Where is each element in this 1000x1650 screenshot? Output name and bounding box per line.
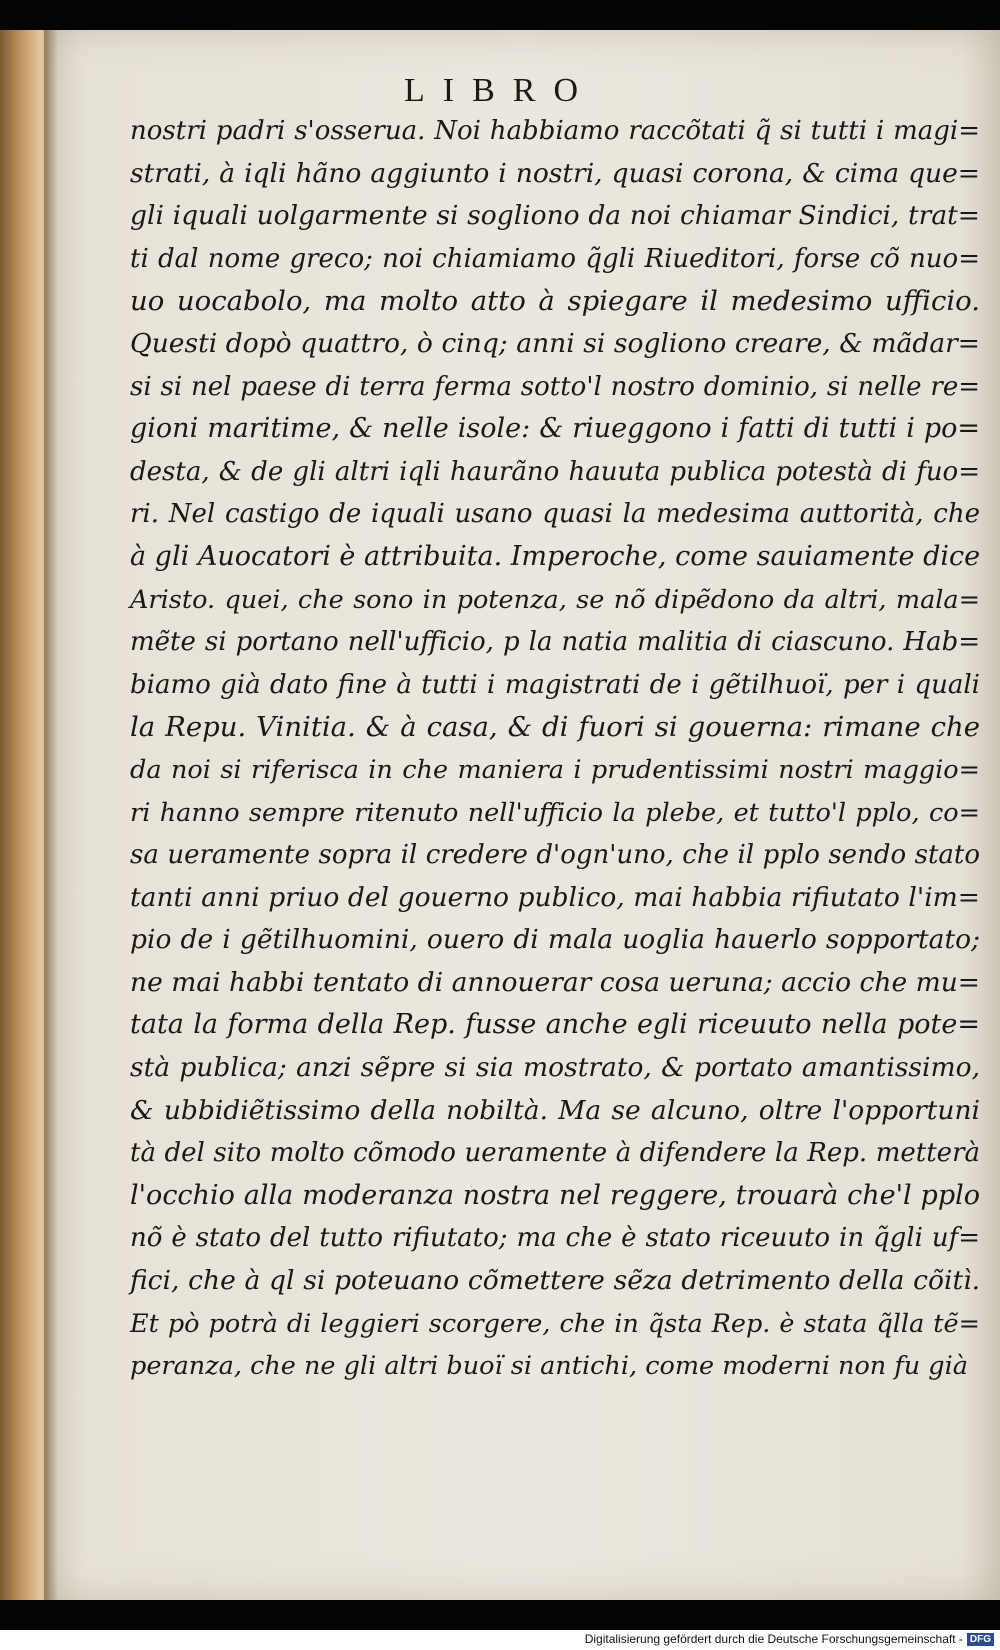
text-line: Aristo. quei, che sono in potenza, se nõ dipẽdono da altri, mala= xyxy=(130,584,980,615)
text-line: ti dal nome greco; noi chiamiamo q̃gli Riueditori, forse cõ nuo= xyxy=(130,243,980,274)
text-line: sa ueramente sopra il credere d'ogn'uno, che il pplo sendo stato xyxy=(130,840,980,871)
text-line: & ubbidiẽtissimo della nobiltà. Ma se alcuno, oltre l'opportuni xyxy=(130,1094,980,1126)
text-line: ne mai habbi tentato di annouerar cosa ueruna; accio che mu= xyxy=(130,966,980,998)
text-line: stà publica; anzi sẽpre si sia mostrato, & portato amantissimo, xyxy=(130,1052,980,1084)
text-line: desta, & de gli altri iqli haurãno hauuta publica potestà di fuo= xyxy=(130,456,980,487)
text-line: peranza, che ne gli altri buoï si antichi, come moderni non fu già xyxy=(130,1351,968,1382)
text-line: nostri padri s'osserua. Noi habbiamo raccõtati q̃ si tutti i magi= xyxy=(130,116,980,146)
dfg-logo: DFG xyxy=(967,1633,994,1646)
text-line: pio de i gẽtilhuomini, ouero di mala uoglia hauerlo sopportato; xyxy=(130,924,980,956)
text-line: Et pò potrà di leggieri scorgere, che in q̃sta Rep. è stata q̃lla tẽ= xyxy=(130,1308,980,1339)
text-line: strati, à iqli hãno aggiunto i nostri, quasi corona, & cima que= xyxy=(130,157,980,189)
body-text xyxy=(130,110,980,1388)
book-spine-edge xyxy=(0,30,48,1600)
text-line: biamo già dato fine à tutti i magistrati de i gẽtilhuoï, per i quali xyxy=(130,669,980,700)
text-line: l'occhio alla moderanza nostra nel reggere, trouarà che'l pplo xyxy=(130,1179,980,1211)
text-line: ri. Nel castigo de iquali usano quasi la medesima auttorità, che xyxy=(130,499,980,530)
running-head: LIBRO xyxy=(404,72,596,109)
text-line: tata la forma della Rep. fusse anche egli riceuuto nella pote= xyxy=(130,1009,980,1041)
text-line: da noi si riferisca in che maniera i prudentissimi nostri maggio= xyxy=(130,754,980,785)
text-line: gli iquali uolgarmente si sogliono da noi chiamar Sindici, trat= xyxy=(130,200,980,232)
text-line: Questi dopò quattro, ò cinq; anni si sogliono creare, & mãdar= xyxy=(130,327,980,359)
digitization-credit-text: Digitalisierung gefördert durch die Deutsche Forschungsgemeinschaft - xyxy=(584,1632,963,1646)
text-line: la Repu. Vinitia. & à casa, & di fuori si gouerna: rimane che xyxy=(130,711,980,744)
text-line: nõ è stato del tutto rifiutato; ma che è stato riceuuto in q̃gli uf= xyxy=(130,1223,980,1254)
text-line: fici, che à ql si poteuano cõmettere sẽza detrimento della cõitì. xyxy=(130,1265,980,1297)
text-line: uo uocabolo, ma molto atto à spiegare il medesimo ufficio. xyxy=(130,285,980,318)
text-line: à gli Auocatori è attribuita. Imperoche, come sauiamente dice xyxy=(130,540,981,572)
digitization-credit xyxy=(585,1632,994,1646)
text-line: tanti anni priuo del gouerno publico, mai habbia rifiutato l'im= xyxy=(130,881,980,913)
text-line: gioni maritime, & nelle isole: & riueggono i fatti di tutti i po= xyxy=(130,413,980,445)
text-line: tà del sito molto cõmodo ueramente à difendere la Rep. metterà xyxy=(130,1138,980,1169)
text-line: si si nel paese di terra ferma sotto'l nostro dominio, si nelle re= xyxy=(130,371,980,402)
gutter-shadow xyxy=(44,30,58,1600)
text-line: mẽte si portano nell'ufficio, p la natia malitia di ciascuno. Hab= xyxy=(130,627,980,658)
text-line: ri hanno sempre ritenuto nell'ufficio la plebe, et tutto'l pplo, co= xyxy=(130,797,980,828)
